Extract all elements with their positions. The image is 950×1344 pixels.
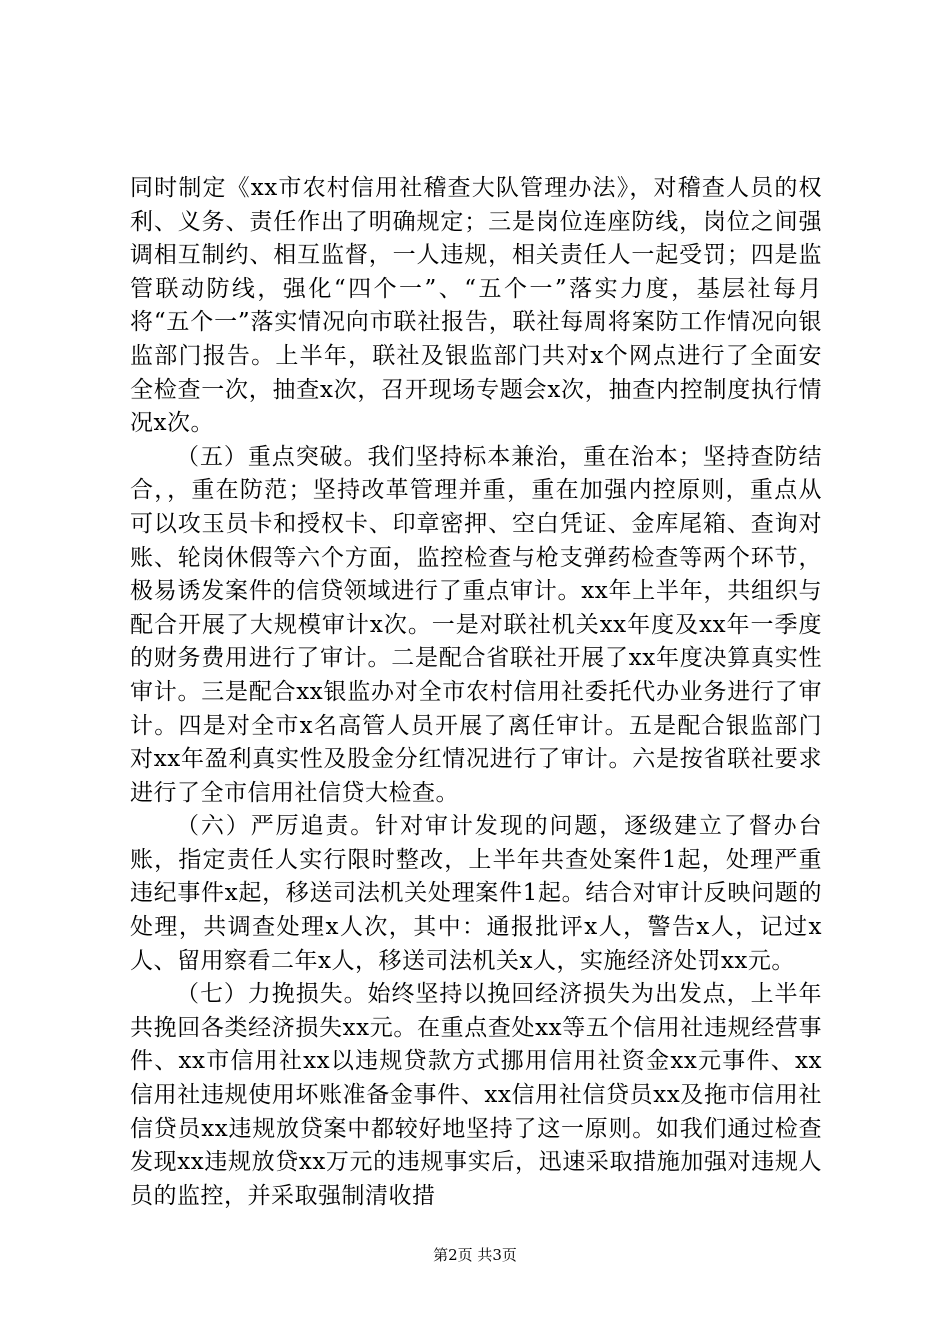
page-number-footer: 第2页 共3页	[433, 1246, 517, 1264]
paragraph-4: （七）力挽损失。始终坚持以挽回经济损失为出发点，上半年共挽回各类经济损失xx元。在重点查处xx等五个信用社违规经营事件、xx市信用社xx以违规贷款方式挪用信用社资金xx元事件、xx信用社违规使用坏账准备金事件、xx信用社信贷员xx及拖市信用社信贷员xx违规放贷案中都较好地坚持了这一原则。如我们通过检查发现xx违规放贷xx万元的违规事实后，迅速采取措施加强对违规人员的监控，并采取强制清收措	[130, 981, 822, 1209]
paragraph-1: 同时制定《xx市农村信用社稽查大队管理办法》，对稽查人员的权利、义务、责任作出了明确规定；三是岗位连座防线，岗位之间强调相互制约、相互监督，一人违规，相关责任人一起受罚；四是监管联动防线，强化“四个一”、“五个一”落实力度，基层社每月将“五个一”落实情况向市联社报告，联社每周将案防工作情况向银监部门报告。上半年，联社及银监部门共对x个网点进行了全面安全检查一次，抽查x次，召开现场专题会x次，抽查内控制度执行情况x次。	[130, 175, 822, 437]
document-body	[130, 172, 822, 1213]
paragraph-2: （五）重点突破。我们坚持标本兼治，重在治本；坚持查防结合，，重在防范；坚持改革管理并重，重在加强内控原则，重点从可以攻玉员卡和授权卡、印章密押、空白凭证、金库尾箱、查询对账、轮岗休假等六个方面，监控检查与枪支弹药检查等两个环节，极易诱发案件的信贷领域进行了重点审计。xx年上半年，共组织与配合开展了大规模审计x次。一是对联社机关xx年度及xx年一季度的财务费用进行了审计。二是配合省联社开展了xx年度决算真实性审计。三是配合xx银监办对全市农村信用社委托代办业务进行了审计。四是对全市x名高管人员开展了离任审计。五是配合银监部门对xx年盈利真实性及股金分红情况进行了审计。六是按省联社要求进行了全市信用社信贷大检查。	[130, 443, 822, 806]
paragraph-3: （六）严厉追责。针对审计发现的问题，逐级建立了督办台账，指定责任人实行限时整改，上半年共查处案件1起，处理严重违纪事件x起，移送司法机关处理案件1起。结合对审计反映问题的处理，共调查处理x人次，其中：通报批评x人，警告x人，记过x人、留用察看二年x人，移送司法机关x人，实施经济处罚xx元。	[130, 813, 822, 974]
